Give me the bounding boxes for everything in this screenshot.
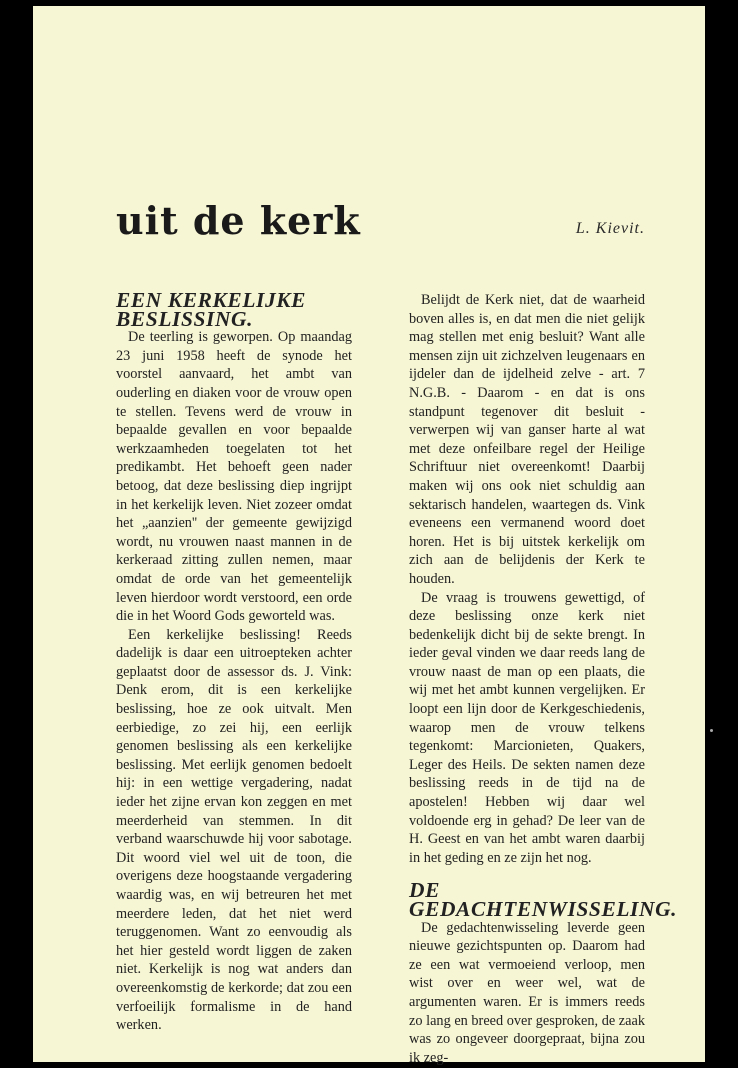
section-gap	[409, 867, 645, 881]
paragraph: De teerling is geworpen. Op maandag 23 juni 1958 heeft de synode het voorstel aanvaard, het ambt van ouderling en diaken voor de vrouw open te stellen. Tevens werd de vrouw in bepaalde gevallen en voor bepaalde werkzaamheden toegelaten tot het predikambt. Het behoeft geen nader betoog, dat deze beslissing diep ingrijpt in het kerkelijk leven. Niet zozeer omdat het „aanzien'' der gemeente gewijzigd wordt, nu vrouwen naast mannen in de kerkeraad zitting zullen nemen, maar omdat de orde van het gemeentelijk leven hierdoor wordt verstoord, een orde die in het Woord Gods geworteld was.	[116, 329, 352, 625]
scan-speck	[710, 729, 713, 732]
author-name: L. Kievit.	[575, 220, 645, 237]
page	[33, 6, 705, 1066]
left-column	[116, 288, 352, 1035]
paragraph: De vraag is trouwens gewettigd, of deze beslissing onze kerk niet bedenkelijk dicht bij de sekte brengt. In ieder geval vinden we daar reeds lang de vrouw naast de man op een plaats, die wij met het ambt kunnen vergelijken. Er loopt een lijn door de Kerkgeschiedenis, waarop men de vrouw telkens tegenkomt: Marcionieten, Quakers, Leger des Heils. De sekten namen deze beslissing reeds in de tijd na de apostelen! Hebben wij daar wel voldoende erg in gehad? De leer van de H. Geest en van het ambt waren daarbij in het geding en ze zijn het nog.	[409, 589, 645, 866]
paragraph: Een kerkelijke beslissing! Reeds dadelijk is daar een uitroepteken achter geplaatst door de assessor ds. J. Vink: Denk erom, dit is een kerkelijke beslissing, hoe ze ook uitvalt. Men eerbiedige, zo zei hij, een eerlijk genomen beslissing als een kerkelijke beslissing. Met eerlijk genomen bedoelt hij: in een wettige vergadering, nadat ieder het zijne ervan kon zeggen en met meerderheid van stemmen. In dit verband waarschuwde hij voor sabotage. Dit woord viel wel uit de toon, die overigens deze hoogstaande vergadering waardig was, en wij betreuren het met meerdere leden, dat het niet werd teruggenomen. Want zo eenvoudig als het hier gesteld wordt liggen de zaken niet. Kerkelijk is nog wat anders dan overeenkomstig de kerkorde; dat zou een verfoeilijk formalisme in de hand werken.	[116, 626, 352, 1034]
section-heading: EEN KERKELIJKE BESLISSING.	[116, 288, 307, 331]
section-heading: DE GEDACHTENWISSELING.	[409, 878, 678, 921]
right-column	[409, 291, 678, 1067]
section-title: uit de kerk	[116, 198, 361, 243]
paragraph: Belijdt de Kerk niet, dat de waarheid boven alles is, en dat men die niet gelijk mag stellen met enig besluit? Want alle mensen zijn uit zichzelven leugenaars en ijdeler dan de ijdelheid zelve - art. 7 N.G.B. - Daarom - en dat is ons standpunt tegenover dit besluit - verwerpen wij van ganser harte al wat met deze onfeilbare regel der Heilige Schriftuur niet overeenkomt! Daarbij maken wij ons ook niet schuldig aan sektarisch handelen, waartegen ds. Vink eveneens een vermanend woord doet horen. Het is bij uitstek kerkelijk om zich aan de belijdenis der Kerk te houden.	[409, 292, 645, 587]
paragraph: De gedachtenwisseling leverde geen nieuwe gezichtspunten op. Daarom had ze een wat vermoeiend verloop, men wist over en weer wel, wat de argumenten waren. Er is immers reeds zo lang en breed over gesproken, de zaak was zo ongeveer doorgepraat, bijna zou ik zeg-	[409, 919, 645, 1066]
